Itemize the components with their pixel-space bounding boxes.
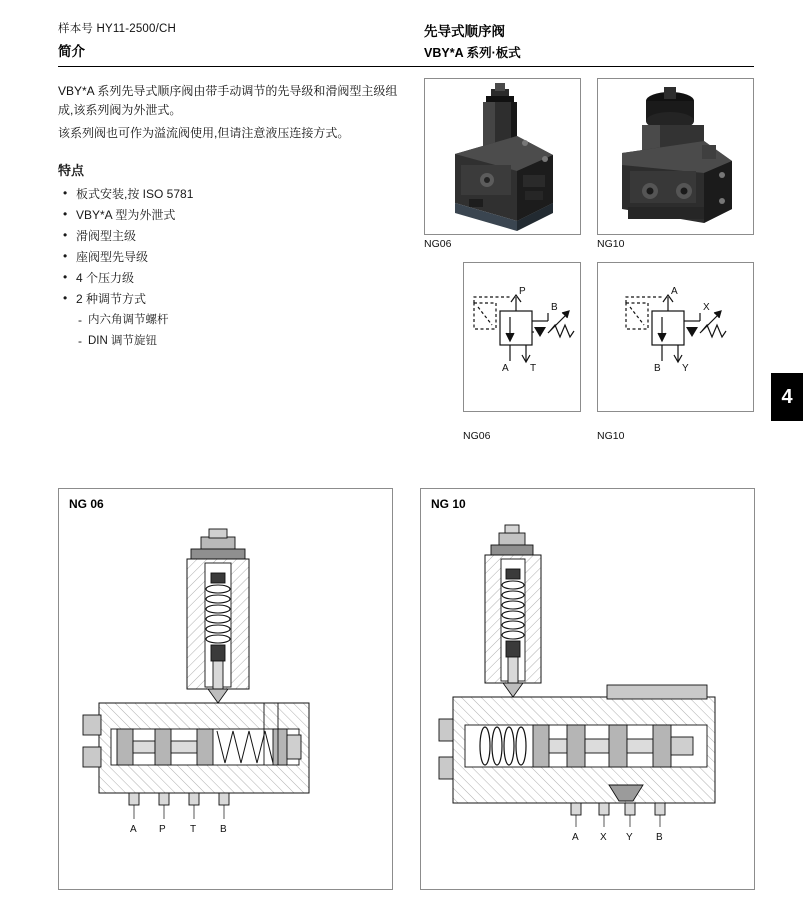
page-title: 简介 (58, 44, 85, 59)
drawing-label-ng10: NG 10 (431, 497, 466, 511)
features-list (58, 184, 403, 352)
svg-text:X: X (600, 832, 607, 843)
symbol-caption-ng10: NG10 (597, 430, 625, 442)
svg-text:T: T (190, 824, 197, 835)
svg-text:Y: Y (682, 363, 689, 374)
svg-text:P: P (519, 286, 526, 297)
list-item (58, 205, 403, 226)
header-right (424, 20, 754, 61)
feature-label: 内六角调节螺杆 (88, 314, 169, 326)
chapter-number: 4 (781, 385, 793, 408)
product-subtitle: VBY*A 系列·板式 (424, 46, 521, 60)
intro-paragraph-1: VBY*A 系列先导式顺序阀由带手动调节的先导级和滑阀型主级组成,该系列阀为外泄式。 (58, 84, 398, 117)
photo-caption-ng10: NG10 (597, 238, 625, 250)
intro-paragraph-2: 该系列阀也可作为溢流阀使用,但请注意液压连接方式。 (58, 126, 350, 140)
section-drawing-ng10 (420, 488, 755, 890)
svg-text:B: B (656, 832, 663, 843)
feature-label: 滑阀型主级 (76, 229, 137, 243)
features-heading: 特点 (58, 163, 85, 178)
svg-text:A: A (671, 286, 678, 297)
svg-text:A: A (502, 363, 509, 374)
list-item (58, 184, 403, 205)
list-item (58, 289, 403, 310)
svg-text:A: A (130, 824, 137, 835)
hydraulic-symbol-ng06 (463, 262, 581, 412)
svg-text:B: B (220, 824, 227, 835)
chapter-tab (771, 373, 803, 421)
svg-text:T: T (530, 363, 537, 374)
intro-text (58, 82, 403, 147)
feature-label: 4 个压力级 (76, 271, 135, 285)
svg-text:Y: Y (626, 832, 633, 843)
catalog-number: 样本号 HY11-2500/CH (58, 23, 177, 35)
product-photo-ng06 (424, 78, 581, 235)
header-divider (58, 66, 754, 67)
feature-label: VBY*A 型为外泄式 (76, 208, 176, 222)
section-drawing-ng06 (58, 488, 393, 890)
list-item-sub (58, 331, 403, 352)
svg-text:X: X (703, 302, 710, 313)
svg-text:B: B (654, 363, 661, 374)
list-item-sub (58, 310, 403, 331)
product-title: 先导式顺序阀 (424, 24, 505, 39)
drawing-label-ng06: NG 06 (69, 497, 104, 511)
feature-label: 座阀型先导级 (76, 250, 149, 264)
svg-text:B: B (551, 302, 558, 313)
hydraulic-symbol-ng10 (597, 262, 754, 412)
feature-label: 2 种调节方式 (76, 292, 147, 306)
product-photo-ng10 (597, 78, 754, 235)
photo-caption-ng06: NG06 (424, 238, 452, 250)
feature-label: DIN 调节旋钮 (88, 335, 157, 347)
symbol-caption-ng06: NG06 (463, 430, 491, 442)
feature-label: 板式安装,按 ISO 5781 (76, 187, 194, 201)
list-item (58, 268, 403, 289)
list-item (58, 247, 403, 268)
list-item (58, 226, 403, 247)
svg-text:P: P (159, 824, 166, 835)
header-left (58, 20, 388, 60)
svg-text:A: A (572, 832, 579, 843)
